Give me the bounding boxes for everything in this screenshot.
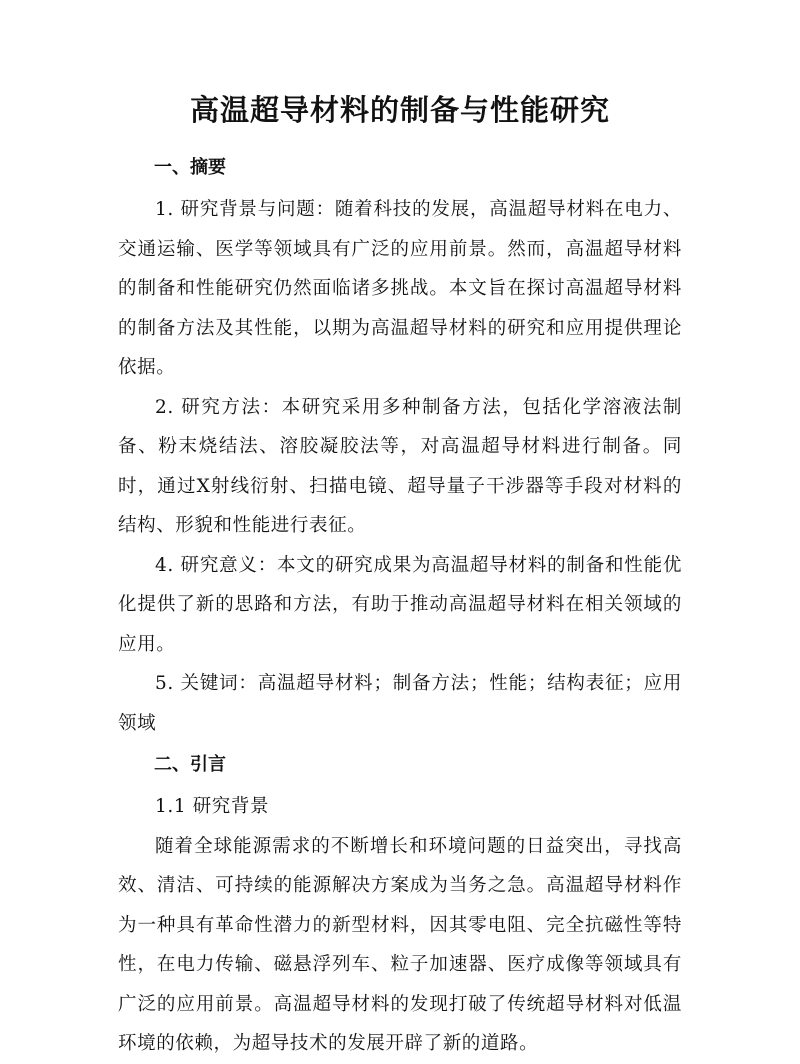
abstract-paragraph-methods: 2. 研究方法：本研究采用多种制备方法，包括化学溶液法制备、粉末烧结法、溶胶凝胶法等，对高温超导材料进行制备。同时，通过X射线衍射、扫描电镜、超导量子干涉器等手段对材料的结构、形貌和性能进行表征。 [118,396,682,536]
abstract-paragraph-significance: 4. 研究意义：本文的研究成果为高温超导材料的制备和性能优化提供了新的思路和方法，有助于推动高温超导材料在相关领域的应用。 [118,554,682,655]
introduction-paragraph: 随着全球能源需求的不断增长和环境问题的日益突出，寻找高效、清洁、可持续的能源解决方案成为当务之急。高温超导材料作为一种具有革命性潜力的新型材料，因其零电阻、完全抗磁性等特性，在电力传输、磁悬浮列车、粒子加速器、医疗成像等领域具有广泛的应用前景。高温超导材料的发现打破了传统超导材料对低温环境的依赖，为超导技术的发展开辟了新的道路。 [118,835,682,1054]
abstract-heading: 一、摘要 [154,157,226,178]
abstract-section [118,154,682,743]
abstract-paragraph-keywords: 5. 关键词：高温超导材料；制备方法；性能；结构表征；应用领域 [118,673,682,734]
document-title: 高温超导材料的制备与性能研究 [189,93,610,127]
introduction-section [118,751,682,1064]
research-background-subheading: 1.1 研究背景 [155,796,270,817]
abstract-paragraph-background: 1. 研究背景与问题：随着科技的发展，高温超导材料在电力、交通运输、医学等领域具有广泛的应用前景。然而，高温超导材料的制备和性能研究仍然面临诸多挑战。本文旨在探讨高温超导材料的制备方法及其性能，以期为高温超导材料的研究和应用提供理论依据。 [118,199,682,378]
introduction-heading: 二、引言 [154,754,226,775]
